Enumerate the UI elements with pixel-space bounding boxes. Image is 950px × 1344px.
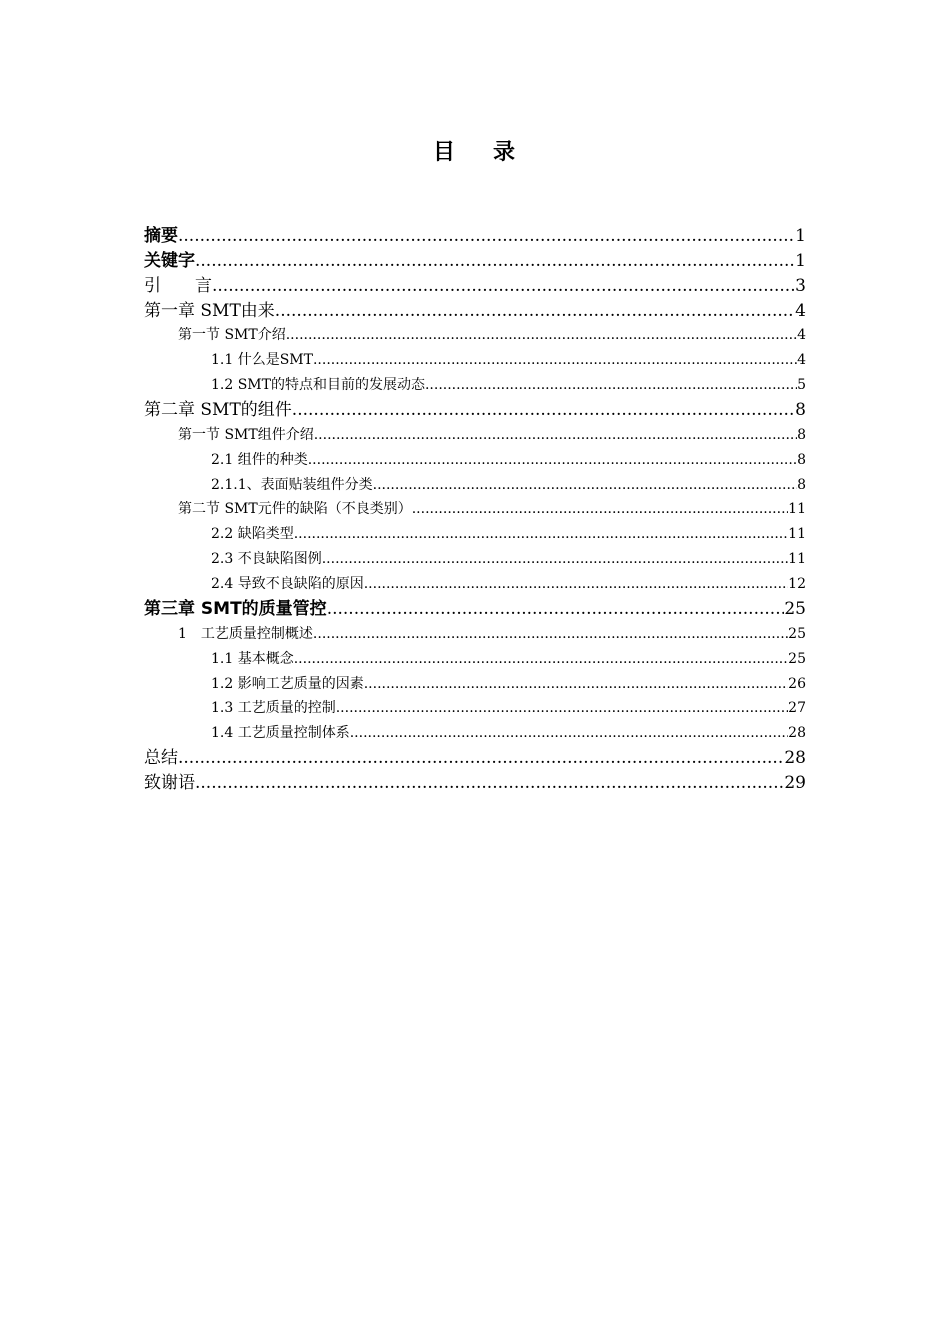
toc-entry[interactable] bbox=[211, 352, 806, 369]
toc-entry-text: 摘要 bbox=[144, 226, 178, 246]
toc-leader-dots bbox=[292, 400, 795, 420]
toc-entry-text: 致谢语 bbox=[144, 773, 195, 793]
toc-entry[interactable] bbox=[211, 452, 806, 469]
toc-entry-text: 第一节 SMT组件介绍 bbox=[178, 427, 314, 443]
toc-leader-dots bbox=[425, 377, 797, 394]
toc-leader-dots bbox=[327, 599, 785, 619]
toc-entry-page: 28 bbox=[784, 748, 806, 768]
toc-entry-text: 关键字 bbox=[144, 251, 195, 271]
toc-title-char-2: 录 bbox=[493, 140, 518, 165]
toc-entry[interactable] bbox=[178, 626, 806, 643]
toc-entry-page: 26 bbox=[788, 676, 806, 692]
toc-entry-page: 11 bbox=[788, 526, 806, 542]
toc-entry[interactable] bbox=[211, 377, 806, 394]
toc-entry[interactable] bbox=[211, 526, 806, 543]
toc-leader-dots bbox=[178, 226, 795, 246]
toc-entry[interactable] bbox=[144, 748, 806, 768]
toc-leader-dots bbox=[294, 651, 788, 668]
toc-leader-dots bbox=[322, 551, 788, 568]
toc-entry-text: 第二节 SMT元件的缺陷（不良类别） bbox=[178, 501, 412, 517]
toc-entry-page: 5 bbox=[797, 377, 806, 393]
toc-entry-page: 1 bbox=[795, 251, 806, 271]
toc-entry-text: 第一章 SMT由来 bbox=[144, 301, 275, 321]
toc-entry-page: 25 bbox=[784, 599, 806, 619]
toc-leader-dots bbox=[294, 526, 788, 543]
toc-entry-page: 25 bbox=[788, 651, 806, 667]
toc-entry-page: 25 bbox=[788, 626, 806, 642]
toc-entry-page: 12 bbox=[788, 576, 806, 592]
toc-title bbox=[0, 135, 950, 166]
toc-entry[interactable] bbox=[144, 276, 806, 296]
toc-entry[interactable] bbox=[211, 676, 806, 693]
toc-leader-dots bbox=[275, 301, 795, 321]
toc-entry[interactable] bbox=[144, 251, 806, 271]
toc-entry-text: 总结 bbox=[144, 748, 178, 768]
toc-entry[interactable] bbox=[211, 576, 806, 593]
toc-entry-text: 2.1 组件的种类 bbox=[211, 452, 308, 468]
toc-leader-dots bbox=[195, 773, 784, 793]
toc-entry-text: 1.2 影响工艺质量的因素 bbox=[211, 676, 364, 692]
toc-entry-text: 1.3 工艺质量的控制 bbox=[211, 700, 336, 716]
toc-entry-page: 3 bbox=[795, 276, 806, 296]
toc-entry-text: 引 言 bbox=[144, 276, 212, 296]
toc-entry-page: 4 bbox=[797, 352, 806, 368]
toc-title-char-1: 目 bbox=[432, 140, 457, 165]
toc-entry[interactable] bbox=[178, 501, 806, 518]
toc-entry[interactable] bbox=[144, 773, 806, 793]
toc-entry[interactable] bbox=[211, 651, 806, 668]
toc-leader-dots bbox=[364, 576, 788, 593]
toc-leader-dots bbox=[336, 700, 788, 717]
toc-entry[interactable] bbox=[178, 327, 806, 344]
toc-entry-page: 8 bbox=[797, 427, 806, 443]
toc-entry-text: 2.3 不良缺陷图例 bbox=[211, 551, 322, 567]
toc-entry-text: 2.2 缺陷类型 bbox=[211, 526, 294, 542]
toc-entry-text: 第二章 SMT的组件 bbox=[144, 400, 292, 420]
toc-entry-text: 第一节 SMT介绍 bbox=[178, 327, 286, 343]
toc-leader-dots bbox=[286, 327, 797, 344]
toc-entry[interactable] bbox=[144, 400, 806, 420]
toc-entry-page: 8 bbox=[797, 452, 806, 468]
toc-entry-page: 27 bbox=[788, 700, 806, 716]
toc-leader-dots bbox=[313, 352, 797, 369]
toc-entry[interactable] bbox=[211, 725, 806, 742]
toc-leader-dots bbox=[313, 626, 788, 643]
toc-entry-page: 8 bbox=[795, 400, 806, 420]
toc-leader-dots bbox=[314, 427, 797, 444]
toc-entry[interactable] bbox=[178, 427, 806, 444]
toc-leader-dots bbox=[212, 276, 795, 296]
toc-entry-text: 1.1 什么是SMT bbox=[211, 352, 313, 368]
toc-entry-text: 1.1 基本概念 bbox=[211, 651, 294, 667]
toc-entry[interactable] bbox=[144, 599, 806, 619]
toc-leader-dots bbox=[350, 725, 788, 742]
toc-leader-dots bbox=[412, 501, 788, 518]
toc-leader-dots bbox=[364, 676, 788, 693]
toc-entry-page: 11 bbox=[788, 501, 806, 517]
toc-entry-page: 29 bbox=[784, 773, 806, 793]
toc-entry-text: 1 工艺质量控制概述 bbox=[178, 626, 313, 642]
toc-leader-dots bbox=[178, 748, 784, 768]
toc-entry-page: 8 bbox=[797, 477, 806, 493]
toc-leader-dots bbox=[373, 477, 797, 494]
toc-leader-dots bbox=[308, 452, 797, 469]
toc-entry-page: 11 bbox=[788, 551, 806, 567]
toc-entry[interactable] bbox=[144, 226, 806, 246]
toc-entry-page: 1 bbox=[795, 226, 806, 246]
toc-entry-text: 2.4 导致不良缺陷的原因 bbox=[211, 576, 364, 592]
toc-entry-page: 28 bbox=[788, 725, 806, 741]
toc-entry-page: 4 bbox=[795, 301, 806, 321]
toc-entry-text: 1.2 SMT的特点和目前的发展动态 bbox=[211, 377, 425, 393]
toc-leader-dots bbox=[195, 251, 795, 271]
toc-entry[interactable] bbox=[211, 551, 806, 568]
toc-entry-text: 2.1.1、表面贴装组件分类 bbox=[211, 477, 373, 493]
toc-entry-text: 1.4 工艺质量控制体系 bbox=[211, 725, 350, 741]
toc-entry-page: 4 bbox=[797, 327, 806, 343]
toc-entry[interactable] bbox=[144, 301, 806, 321]
toc-entry[interactable] bbox=[211, 477, 806, 494]
toc-entry[interactable] bbox=[211, 700, 806, 717]
toc-entry-text: 第三章 SMT的质量管控 bbox=[144, 599, 327, 619]
